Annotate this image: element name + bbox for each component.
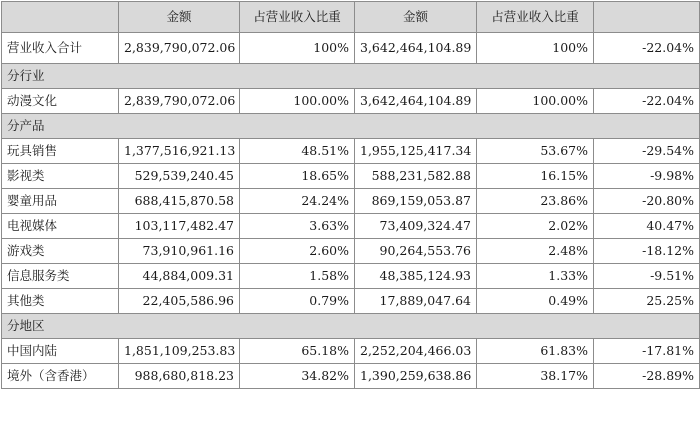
change-cell: -17.81% bbox=[594, 339, 700, 364]
change-cell: -29.54% bbox=[594, 139, 700, 164]
amount-prior-cell: 3,642,464,104.89 bbox=[355, 89, 477, 114]
revenue-breakdown-table bbox=[1, 1, 700, 389]
table-row bbox=[2, 139, 700, 164]
change-cell: -18.12% bbox=[594, 239, 700, 264]
row-label: 信息服务类 bbox=[2, 264, 119, 289]
section-header-row bbox=[2, 314, 700, 339]
row-label: 婴童用品 bbox=[2, 189, 119, 214]
amount-prior-cell: 17,889,047.64 bbox=[355, 289, 477, 314]
amount-prior-cell: 1,390,259,638.86 bbox=[355, 364, 477, 389]
share-current-cell: 100.00% bbox=[240, 89, 355, 114]
row-label: 游戏类 bbox=[2, 239, 119, 264]
table-body bbox=[2, 33, 700, 389]
share-current-cell: 100% bbox=[240, 33, 355, 64]
amount-current-cell: 1,851,109,253.83 bbox=[119, 339, 240, 364]
header-cell-share-current: 占营业收入比重 bbox=[240, 2, 355, 33]
table-row bbox=[2, 189, 700, 214]
table-row bbox=[2, 214, 700, 239]
amount-prior-cell: 73,409,324.47 bbox=[355, 214, 477, 239]
row-label: 境外（含香港） bbox=[2, 364, 119, 389]
amount-current-cell: 73,910,961.16 bbox=[119, 239, 240, 264]
share-current-cell: 3.63% bbox=[240, 214, 355, 239]
share-current-cell: 18.65% bbox=[240, 164, 355, 189]
share-prior-cell: 100% bbox=[477, 33, 594, 64]
revenue-table-container bbox=[1, 1, 699, 444]
table-row bbox=[2, 364, 700, 389]
share-prior-cell: 38.17% bbox=[477, 364, 594, 389]
table-row bbox=[2, 164, 700, 189]
row-label: 影视类 bbox=[2, 164, 119, 189]
amount-current-cell: 529,539,240.45 bbox=[119, 164, 240, 189]
section-title: 分产品 bbox=[2, 114, 700, 139]
amount-prior-cell: 48,385,124.93 bbox=[355, 264, 477, 289]
share-prior-cell: 0.49% bbox=[477, 289, 594, 314]
share-prior-cell: 1.33% bbox=[477, 264, 594, 289]
share-prior-cell: 2.02% bbox=[477, 214, 594, 239]
change-cell: 25.25% bbox=[594, 289, 700, 314]
amount-current-cell: 2,839,790,072.06 bbox=[119, 33, 240, 64]
amount-current-cell: 2,839,790,072.06 bbox=[119, 89, 240, 114]
table-header bbox=[2, 2, 700, 33]
share-current-cell: 24.24% bbox=[240, 189, 355, 214]
share-current-cell: 34.82% bbox=[240, 364, 355, 389]
change-cell: -28.89% bbox=[594, 364, 700, 389]
header-cell-share-prior: 占营业收入比重 bbox=[477, 2, 594, 33]
change-cell: -22.04% bbox=[594, 33, 700, 64]
share-prior-cell: 53.67% bbox=[477, 139, 594, 164]
table-row bbox=[2, 89, 700, 114]
share-current-cell: 0.79% bbox=[240, 289, 355, 314]
change-cell: 40.47% bbox=[594, 214, 700, 239]
change-cell: -9.98% bbox=[594, 164, 700, 189]
header-row bbox=[2, 2, 700, 33]
amount-current-cell: 103,117,482.47 bbox=[119, 214, 240, 239]
share-prior-cell: 2.48% bbox=[477, 239, 594, 264]
share-current-cell: 48.51% bbox=[240, 139, 355, 164]
change-cell: -9.51% bbox=[594, 264, 700, 289]
section-title: 分行业 bbox=[2, 64, 700, 89]
share-prior-cell: 61.83% bbox=[477, 339, 594, 364]
row-label: 其他类 bbox=[2, 289, 119, 314]
change-cell: -20.80% bbox=[594, 189, 700, 214]
row-label: 中国内陆 bbox=[2, 339, 119, 364]
share-current-cell: 65.18% bbox=[240, 339, 355, 364]
amount-current-cell: 44,884,009.31 bbox=[119, 264, 240, 289]
share-prior-cell: 23.86% bbox=[477, 189, 594, 214]
share-current-cell: 1.58% bbox=[240, 264, 355, 289]
section-title: 分地区 bbox=[2, 314, 700, 339]
amount-current-cell: 1,377,516,921.13 bbox=[119, 139, 240, 164]
amount-prior-cell: 90,264,553.76 bbox=[355, 239, 477, 264]
amount-current-cell: 688,415,870.58 bbox=[119, 189, 240, 214]
row-label: 营业收入合计 bbox=[2, 33, 119, 64]
amount-prior-cell: 869,159,053.87 bbox=[355, 189, 477, 214]
header-cell-amount-current: 金额 bbox=[119, 2, 240, 33]
total-row bbox=[2, 33, 700, 64]
share-current-cell: 2.60% bbox=[240, 239, 355, 264]
amount-prior-cell: 3,642,464,104.89 bbox=[355, 33, 477, 64]
row-label: 电视媒体 bbox=[2, 214, 119, 239]
header-cell-amount-prior: 金额 bbox=[355, 2, 477, 33]
header-cell-change bbox=[594, 2, 700, 33]
section-header-row bbox=[2, 114, 700, 139]
amount-current-cell: 988,680,818.23 bbox=[119, 364, 240, 389]
table-row bbox=[2, 239, 700, 264]
amount-prior-cell: 2,252,204,466.03 bbox=[355, 339, 477, 364]
amount-prior-cell: 588,231,582.88 bbox=[355, 164, 477, 189]
amount-prior-cell: 1,955,125,417.34 bbox=[355, 139, 477, 164]
change-cell: -22.04% bbox=[594, 89, 700, 114]
amount-current-cell: 22,405,586.96 bbox=[119, 289, 240, 314]
table-row bbox=[2, 289, 700, 314]
row-label: 动漫文化 bbox=[2, 89, 119, 114]
header-cell-item bbox=[2, 2, 119, 33]
share-prior-cell: 16.15% bbox=[477, 164, 594, 189]
section-header-row bbox=[2, 64, 700, 89]
row-label: 玩具销售 bbox=[2, 139, 119, 164]
share-prior-cell: 100.00% bbox=[477, 89, 594, 114]
table-row bbox=[2, 264, 700, 289]
table-row bbox=[2, 339, 700, 364]
